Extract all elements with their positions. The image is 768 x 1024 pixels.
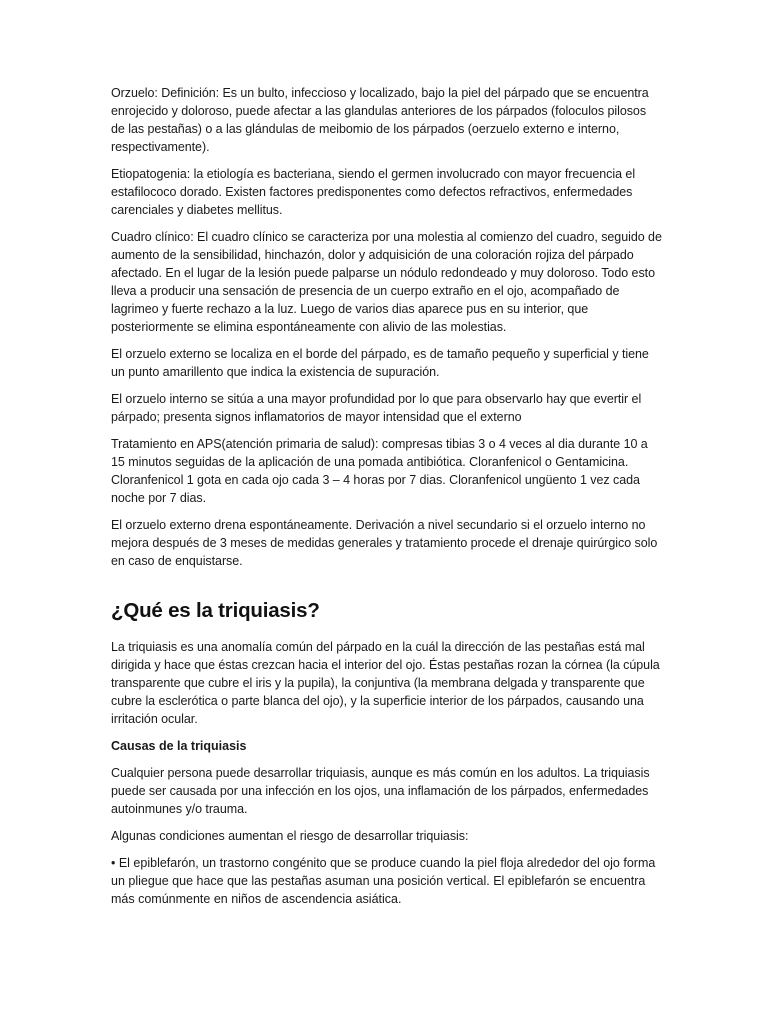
paragraph-tratamiento: Tratamiento en APS(atención primaria de salud): compresas tibias 3 o 4 veces al dia durante 10 a 15 minutos seguidas de la aplicación de una pomada antibiótica. Cloranfenicol o Gentamicina. Cloranfenicol 1 gota en cada ojo cada 3 – 4 horas por 7 dias. Cloranfenicol ungüento 1 vez cada noche por 7 dias. bbox=[111, 437, 648, 505]
subheading-causas: Causas de la triquiasis bbox=[111, 739, 247, 753]
paragraph-causas: Cualquier persona puede desarrollar triquiasis, aunque es más común en los adultos. La triquiasis puede ser causada por una infección en los ojos, una inflamación de los párpados, enfermedades autoinmunes y/o trauma. bbox=[111, 766, 650, 816]
paragraph-cuadro-clinico: Cuadro clínico: El cuadro clínico se caracteriza por una molestia al comienzo del cuadro, seguido de aumento de la sensibilidad, hinchazón, dolor y adquisición de una coloración rojiza del párpado afectado. En el lugar de la lesión puede palparse un nódulo redondeado y muy doloroso. Todo esto lleva a producir una sensación de presencia de un cuerpo extraño en el ojo, acompañado de lagrimeo y fuerte rechazo a la luz. Luego de varios dias aparece pus en su interior, que posteriormente se elimina espontáneamente con alivio de las molestias. bbox=[111, 230, 662, 334]
paragraph-drenaje: El orzuelo externo drena espontáneamente. Derivación a nivel secundario si el orzuelo interno no mejora después de 3 meses de medidas generales y tratamiento procede el drenaje quirúrgico solo en caso de enquistarse. bbox=[111, 518, 658, 568]
paragraph-orzuelo-interno: El orzuelo interno se sitúa a una mayor profundidad por lo que para observarlo hay que evertir el párpado; presenta signos inflamatorios de mayor intensidad que el externo bbox=[111, 392, 642, 424]
document-page bbox=[111, 84, 663, 917]
list-item-epiblefaron: • El epiblefarón, un trastorno congénito que se produce cuando la piel floja alrededor del ojo forma un pliegue que hace que las pestañas asuman una posición vertical. El epiblefarón se encuentra más comúnmente en niños de ascendencia asiática. bbox=[111, 856, 656, 906]
paragraph-triquiasis-definicion: La triquiasis es una anomalía común del párpado en la cuál la dirección de las pestañas está mal dirigida y hace que éstas crezcan hacia el interior del ojo. Éstas pestañas rozan la córnea (la cúpula transparente que cubre el iris y la pupila), la conjuntiva (la membrana delgada y transparente que cubre la esclerótica o parte blanca del ojo), y la superficie interior de los párpados, causando una irritación ocular. bbox=[111, 640, 660, 726]
paragraph-etiopatogenia: Etiopatogenia: la etiología es bacteriana, siendo el germen involucrado con mayor frecuencia el estafilococo dorado. Existen factores predisponentes como defectos refractivos, enfermedades carenciales y diabetes mellitus. bbox=[111, 167, 636, 217]
section-heading-triquiasis: ¿Qué es la triquiasis? bbox=[111, 599, 320, 622]
paragraph-orzuelo-externo: El orzuelo externo se localiza en el borde del párpado, es de tamaño pequeño y superficial y tiene un punto amarillento que indica la existencia de supuración. bbox=[111, 347, 649, 379]
paragraph-condiciones: Algunas condiciones aumentan el riesgo de desarrollar triquiasis: bbox=[111, 829, 469, 843]
paragraph-orzuelo-definicion: Orzuelo: Definición: Es un bulto, infeccioso y localizado, bajo la piel del párpado que se encuentra enrojecido y doloroso, puede afectar a las glandulas anteriores de los párpados (foloculos pilosos de las pestañas) o a las glándulas de meibomio de los párpados (oerzuelo externo e interno, respectivamente). bbox=[111, 86, 649, 154]
